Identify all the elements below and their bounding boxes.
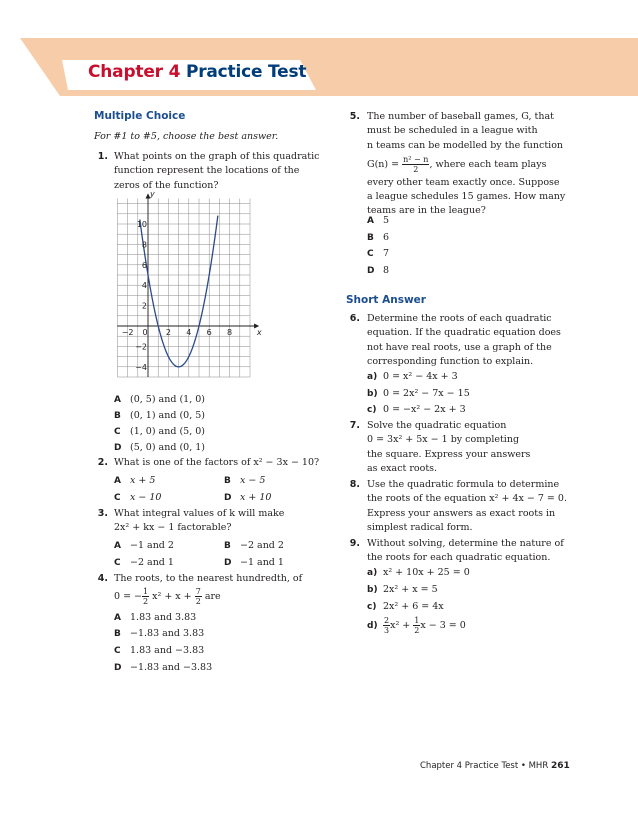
option-letter: A [114,395,121,405]
parabola-curve [140,216,218,367]
option-letter: C [114,493,121,503]
x-tick-label: 0 [142,328,148,337]
footer-text: Chapter 4 Practice Test • MHR [420,761,549,771]
q5-func-prefix: G(n) = [367,158,400,170]
q4-option-d [114,661,212,675]
q6-text [367,312,561,369]
part-label: b) [367,585,378,595]
option-text: (0, 1) and (0, 5) [130,410,205,421]
q1-option-b [114,409,205,423]
q5-text [367,110,565,219]
option-letter: D [114,443,122,453]
option-letter: A [114,541,121,551]
q1-text [114,150,319,193]
y-tick-label: 6 [141,260,147,270]
y-tick-label: −4 [135,362,147,372]
x-tick-label: 6 [206,328,212,337]
part-label: c) [367,405,377,415]
q2-text: What is one of the factors of x² − 3x − 10? [114,457,320,468]
option-text: (5, 0) and (0, 1) [130,442,205,453]
q4-eq-suffix: are [204,591,221,602]
part-text: 2x² + x = 5 [383,584,438,595]
option-letter: B [224,476,231,486]
y-tick-label: 4 [141,281,147,291]
title-label: Practice Test [185,62,307,82]
q4-equation [114,587,221,606]
q2-option-d [224,491,271,505]
option-letter: B [367,233,374,243]
q9-line: Without solving, determine the nature of [367,538,564,549]
q1-line: What points on the graph of this quadratic [114,151,320,162]
q1-number: 1. [97,151,108,162]
q4-option-b [114,627,204,641]
q5-line: teams are in the league? [367,205,486,217]
q8-number: 8. [349,479,360,490]
q4-eq-mid: x² + x + [152,591,192,602]
x-tick-label: 2 [165,328,171,337]
q1-option-c [114,425,205,439]
q7-text [367,419,530,476]
q5-line: every other team exactly once. Suppose [367,176,560,188]
q3-line: 2x² + kx − 1 factorable? [114,522,232,534]
q5-option-c [367,247,389,261]
q5-line: n teams can be modelled by the function [367,139,564,151]
q3-option-c [114,556,174,570]
option-text: 5 [383,215,390,226]
q6-line: Determine the roots of each quadratic [367,313,552,324]
quadratic-graph [116,189,264,376]
option-letter: C [114,646,121,656]
q5-function [367,155,565,174]
part-label: a) [367,568,378,578]
q6-part-c [367,403,466,417]
x-tick-label: 8 [227,328,233,337]
q5-line: must be scheduled in a league with [367,125,538,137]
q4-eq-prefix: 0 = − [114,591,143,602]
option-letter: C [367,249,374,259]
option-letter: C [114,427,121,437]
q9-line: the roots for each quadratic equation. [367,552,551,564]
y-tick-label: −2 [135,342,147,352]
option-text: 6 [383,232,390,243]
part-text: 0 = x² − 4x + 3 [383,371,458,382]
frac-den: 2 [414,626,420,635]
frac-num: 7 [195,587,201,596]
option-text: (0, 5) and (1, 0) [130,394,205,405]
q4-option-a [114,611,196,625]
frac-den: 2 [195,597,201,606]
q7-number: 7. [349,420,360,431]
option-text: (1, 0) and (5, 0) [130,426,205,437]
frac-den: 2 [143,597,149,606]
q4-number: 4. [97,573,108,584]
x-axis-label: x [256,328,262,337]
q4-frac-2 [195,587,202,606]
option-text: 7 [383,248,390,259]
q8-line: the roots of the equation x² + 4x − 7 = 0. [367,493,567,505]
page-footer [420,761,570,771]
option-letter: B [114,411,121,421]
part-text: 0 = 2x² − 7x − 15 [383,388,470,399]
q8-line: simplest radical form. [367,521,473,533]
q2-option-c [114,491,161,505]
part-text: x² + 10x + 25 = 0 [383,567,470,578]
q4-text: The roots, to the nearest hundredth, of [114,573,303,584]
q9d-end: x − 3 = 0 [420,620,466,631]
y-tick-label: 8 [141,240,147,250]
q7-line: the square. Express your answers [367,448,531,460]
q3-option-d [224,556,284,570]
q5-option-b [367,231,389,245]
q5-line: a league schedules 15 games. How many [367,191,566,203]
option-text: −1.83 and 3.83 [130,628,205,639]
q5-func-suffix: , where each team plays [429,158,547,170]
q8-line: Use the quadratic formula to determine [367,479,560,490]
option-letter: D [224,558,232,568]
q6-part-a [367,370,458,384]
frac-num: 2 [384,616,390,625]
q9-number: 9. [349,538,360,549]
option-text: x + 5 [130,475,156,486]
option-letter: C [114,558,121,568]
q6-part-b [367,387,470,401]
option-text: 1.83 and −3.83 [130,645,205,656]
q6-line: not have real roots, use a graph of the [367,341,552,353]
option-letter: D [224,493,232,503]
y-axis-label: y [150,189,155,199]
short-answer-heading: Short Answer [346,294,426,306]
option-text: −1 and 1 [240,557,284,568]
q8-line: Express your answers as exact roots in [367,507,556,519]
q2-number: 2. [97,457,108,468]
option-letter: D [114,663,122,673]
option-text: 8 [383,265,390,276]
q9-part-c [367,600,444,614]
page-number: 261 [550,761,570,771]
frac-den: 2 [413,164,419,174]
option-text: −2 and 1 [130,557,174,568]
q3-line: What integral values of k will make [114,508,285,519]
q1-line: zeros of the function? [114,179,219,191]
q2-option-b [224,474,265,488]
q4-frac-1 [142,587,149,606]
q9-part-b [367,583,438,597]
option-text: −2 and 2 [240,540,284,551]
part-label: a) [367,372,378,382]
q1-line: function represent the locations of the [114,165,300,177]
q9-text [367,537,564,566]
q2-option-a [114,474,155,488]
option-letter: B [224,541,231,551]
part-label: d) [367,621,378,631]
q8-text [367,478,567,535]
option-text: −1.83 and −3.83 [130,662,213,673]
q9d-mid: x² + [390,620,411,631]
q6-number: 6. [349,313,360,324]
q5-number: 5. [349,111,360,122]
frac-num: 1 [414,616,420,625]
multiple-choice-instruction: For #1 to #5, choose the best answer. [94,131,279,142]
q1-option-d [114,441,205,455]
q3-text [114,507,284,536]
y-tick-label: 2 [141,301,147,311]
chapter-label: Chapter 4 [88,62,181,82]
q9-part-a [367,566,470,580]
q7-line: 0 = 3x² + 5x − 1 by completing [367,434,520,446]
q5-option-d [367,264,389,278]
q3-number: 3. [97,508,108,519]
q3-option-a [114,539,174,553]
q6-line: equation. If the quadratic equation does [367,327,561,339]
option-text: x + 10 [240,492,272,503]
q4-option-c [114,644,204,658]
option-text: x − 5 [240,475,266,486]
option-letter: A [114,476,121,486]
q6-line: corresponding function to explain. [367,355,534,367]
part-text: 0 = −x² − 2x + 3 [383,404,466,415]
option-letter: B [114,629,121,639]
q5-frac [402,155,429,174]
option-letter: A [367,216,374,226]
x-tick-label: −2 [121,328,134,337]
multiple-choice-heading: Multiple Choice [94,110,186,122]
option-letter: D [367,266,375,276]
part-text: 2x² + 6 = 4x [383,601,444,612]
page-title [88,62,306,82]
q1-option-a [114,393,205,407]
frac-num: n² − n [403,154,429,164]
y-tick-label: 10 [136,220,147,229]
x-tick-label: 4 [186,328,192,337]
option-letter: A [114,613,121,623]
frac-num: 1 [143,587,149,596]
q9-part-d [367,616,466,635]
part-label: c) [367,602,377,612]
q7-line: as exact roots. [367,462,438,474]
q3-option-b [224,539,284,553]
option-text: −1 and 2 [130,540,174,551]
q5-option-a [367,214,389,228]
q5-line: The number of baseball games, G, that [367,111,554,122]
option-text: 1.83 and 3.83 [130,612,197,623]
frac-den: 3 [384,626,390,635]
part-label: b) [367,389,378,399]
option-text: x − 10 [130,492,162,503]
q7-line: Solve the quadratic equation [367,420,507,431]
